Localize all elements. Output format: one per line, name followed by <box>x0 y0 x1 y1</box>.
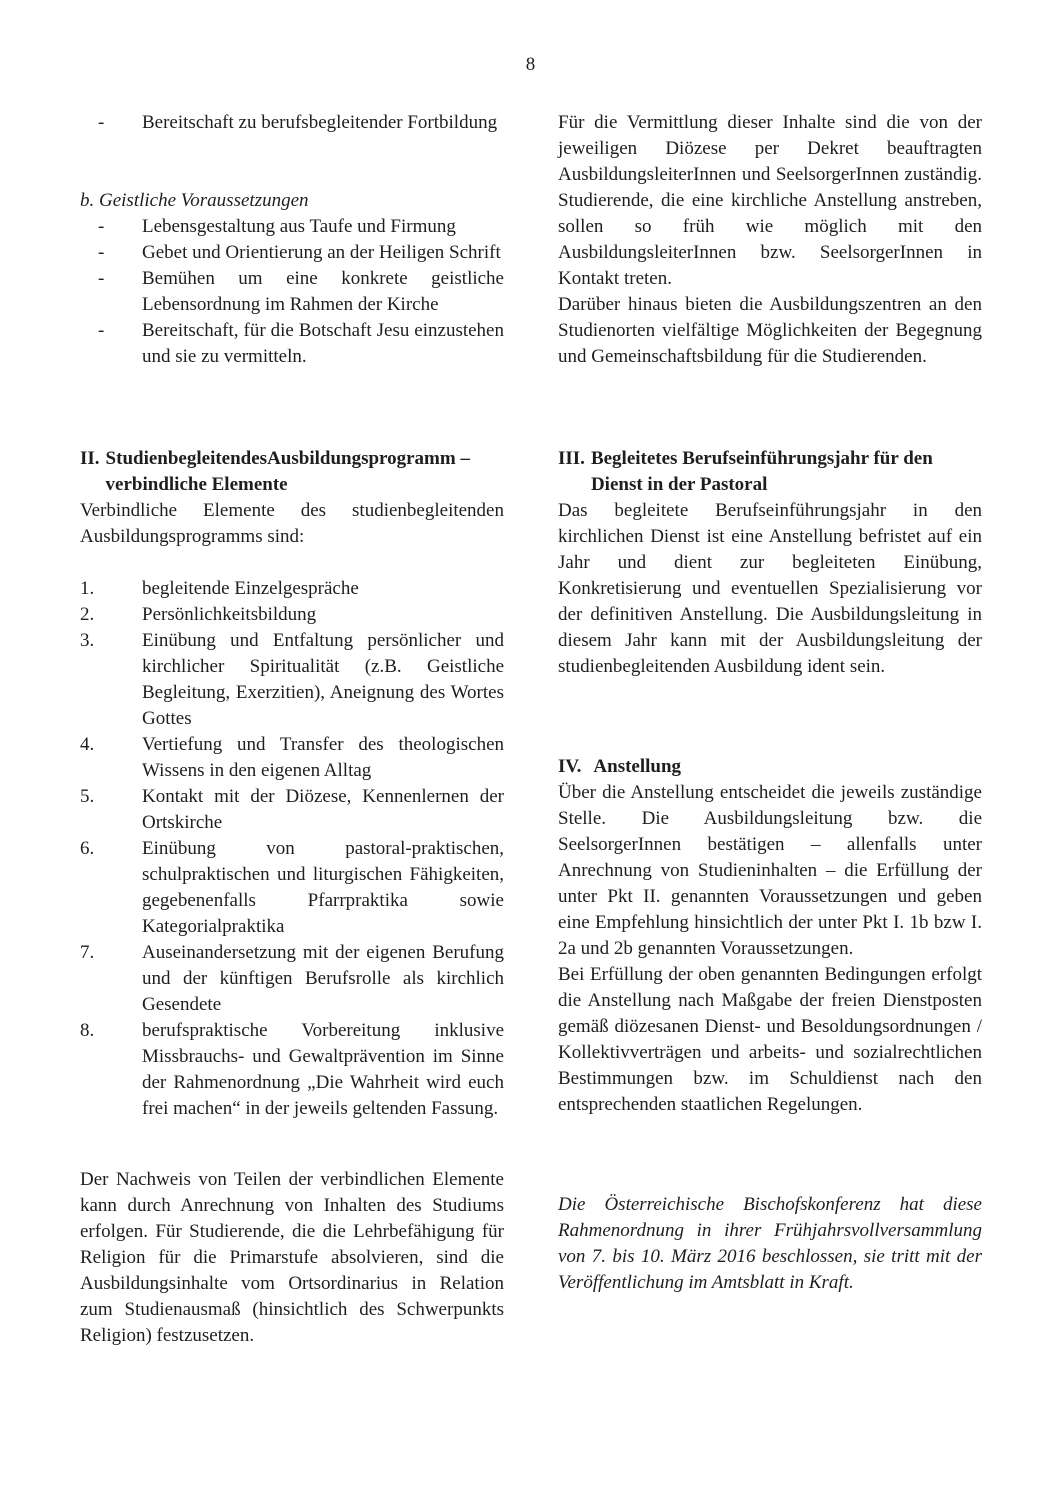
closing-paragraph: Der Nachweis von Teilen der verbindlichen Elemente kann durch Anrechnung von Inhalten des Studiums erfolgen. Für Studierende, die die Lehrbefähigung für Religion für die Primarstufe absolvieren, sind die Ausbildungsinhalte vom Ortsordinarius in Relation zum Studienausmaß (hinsichtlich des Schwerpunkts Religion) festzusetzen. <box>80 1169 504 1346</box>
list-item <box>80 940 504 1018</box>
list-item-text: Lebensgestaltung aus Taufe und Firmung <box>142 216 456 237</box>
section-iii <box>558 446 982 680</box>
section-b-title: b. Geistliche Voraussetzungen <box>80 190 309 211</box>
list-item-text: Kontakt mit der Diözese, Kennenlernen der Ortskirche <box>142 786 504 833</box>
section-iv-title: Anstellung <box>593 756 682 777</box>
section-iii-number: III. <box>558 448 585 469</box>
paragraph: Über die Anstellung entscheidet die jeweils zuständige Stelle. Die Ausbildungsleitung bzw. die SeelsorgerInnen bestätigen – allenfalls unter Anrechnung von Studieninhalten – die Erfüllung der unter Pkt II. genannten Voraussetzungen und geben eine Empfehlung hinsichtlich der unter Pkt I. 1b bzw I. 2a und 2b genannten Voraussetzungen. <box>558 782 982 959</box>
list-item-text: Gebet und Orientierung an der Heiligen Schrift <box>142 242 501 263</box>
paragraph: Darüber hinaus bieten die Ausbildungszentren an den Studienorten vielfältige Möglichkeiten der Begegnung und Gemeinschaftsbildung für die Studierenden. <box>558 294 982 367</box>
list-item <box>80 214 504 240</box>
section-iii-body: Das begleitete Berufseinführungsjahr in den kirchlichen Dienst ist eine Anstellung befristet auf ein Jahr und dient zur begleiteten Einübung, Konkretisierung und eventuellen Spezialisierung vor der definitiven Anstellung. Die Ausbildungsleitung in diesem Jahr kann mit der Ausbildungsleitung der studienbegleitenden Ausbildung ident sein. <box>558 500 982 677</box>
closing-note <box>558 1192 982 1296</box>
section-iv-heading <box>558 754 982 780</box>
item-number: 1. <box>80 578 95 599</box>
list-item <box>80 602 504 628</box>
list-item-text: begleitende Einzelgespräche <box>142 578 359 599</box>
list-item-text: Bereitschaft, für die Botschaft Jesu einzustehen und sie zu vermitteln. <box>142 320 504 367</box>
list-item <box>80 240 504 266</box>
item-number: 8. <box>80 1020 95 1041</box>
section-b <box>80 188 504 370</box>
left-column-top <box>80 110 504 136</box>
list-item <box>80 576 504 602</box>
list-item-text: Persönlichkeitsbildung <box>142 604 317 625</box>
dash-bullet: - <box>98 268 105 289</box>
list-item-text: Bereitschaft zu berufsbegleitender Fortbildung <box>142 112 498 133</box>
dash-bullet: - <box>98 242 105 263</box>
paragraph: Für die Vermittlung dieser Inhalte sind die von der jeweiligen Diözese per Dekret beauftragten AusbildungsleiterInnen und SeelsorgerInnen zuständig. Studierende, die eine kirchliche Anstellung anstreben, sollen so früh wie möglich mit den AusbildungsleiterInnen bzw. SeelsorgerInnen in Kontakt treten. <box>558 112 982 289</box>
section-iii-heading <box>558 446 982 498</box>
section-ii-intro: Verbindliche Elemente des studienbegleitenden Ausbildungsprogramms sind: <box>80 500 504 547</box>
dash-bullet: - <box>98 216 105 237</box>
item-number: 7. <box>80 942 95 963</box>
right-column-intro <box>558 110 982 370</box>
list-item <box>80 732 504 784</box>
section-ii-title: StudienbegleitendesAusbildungsprogramm – verbindliche Elemente <box>105 448 470 495</box>
item-number: 3. <box>80 630 95 651</box>
item-number: 5. <box>80 786 95 807</box>
dash-bullet: - <box>98 320 105 341</box>
item-number: 4. <box>80 734 95 755</box>
list-item <box>80 1018 504 1122</box>
page-number: 8 <box>525 54 536 75</box>
paragraph: Bei Erfüllung der oben genannten Bedingungen erfolgt die Anstellung nach Maßgabe der freien Dienstposten gemäß diözesanen Dienst- und Besoldungsordnungen / Kollektivverträgen und arbeits- und sozialrechtlichen Bestimmungen bzw. im Schuldienst nach den entsprechenden staatlichen Regelungen. <box>558 964 982 1115</box>
section-ii-number: II. <box>80 448 100 469</box>
dash-bullet: - <box>98 112 105 133</box>
list-item-text: Bemühen um eine konkrete geistliche Lebensordnung im Rahmen der Kirche <box>142 268 504 315</box>
list-item-text: Auseinandersetzung mit der eigenen Berufung und der künftigen Berufsrolle als kirchlich Gesendete <box>142 942 504 1015</box>
item-number: 2. <box>80 604 95 625</box>
section-ii-heading <box>80 446 504 498</box>
list-item <box>80 628 504 732</box>
section-iv-number: IV. <box>558 756 582 777</box>
list-item-text: Vertiefung und Transfer des theologischen Wissens in den eigenen Alltag <box>142 734 504 781</box>
list-item <box>80 836 504 940</box>
list-item <box>80 266 504 318</box>
section-iv <box>558 754 982 1118</box>
section-iii-title: Begleitetes Berufseinführungsjahr für den Dienst in der Pastoral <box>590 448 933 495</box>
section-ii <box>80 446 504 1122</box>
item-number: 6. <box>80 838 95 859</box>
list-item-text: Einübung von pastoral-praktischen, schulpraktischen und liturgischen Fähigkeiten, gegebenenfalls Pfarrpraktika sowie Kategorialpraktika <box>142 838 504 937</box>
list-item <box>80 318 504 370</box>
list-item <box>80 110 504 136</box>
list-item-text: Einübung und Entfaltung persönlicher und kirchlicher Spiritualität (z.B. Geistliche Begleitung, Exerzitien), Aneignung des Wortes Gottes <box>142 630 504 729</box>
closing-note-text: Die Österreichische Bischofskonferenz hat diese Rahmenordnung in ihrer Frühjahrsvollversammlung von 7. bis 10. März 2016 beschlossen, sie tritt mit der Veröffentlichung im Amtsblatt in Kraft. <box>558 1194 982 1293</box>
list-item-text: berufspraktische Vorbereitung inklusive Missbrauchs- und Gewaltprävention im Sinne der Rahmenordnung „Die Wahrheit wird euch frei machen“ in der jeweils geltenden Fassung. <box>142 1020 504 1119</box>
section-ii-closing <box>80 1167 504 1349</box>
list-item <box>80 784 504 836</box>
